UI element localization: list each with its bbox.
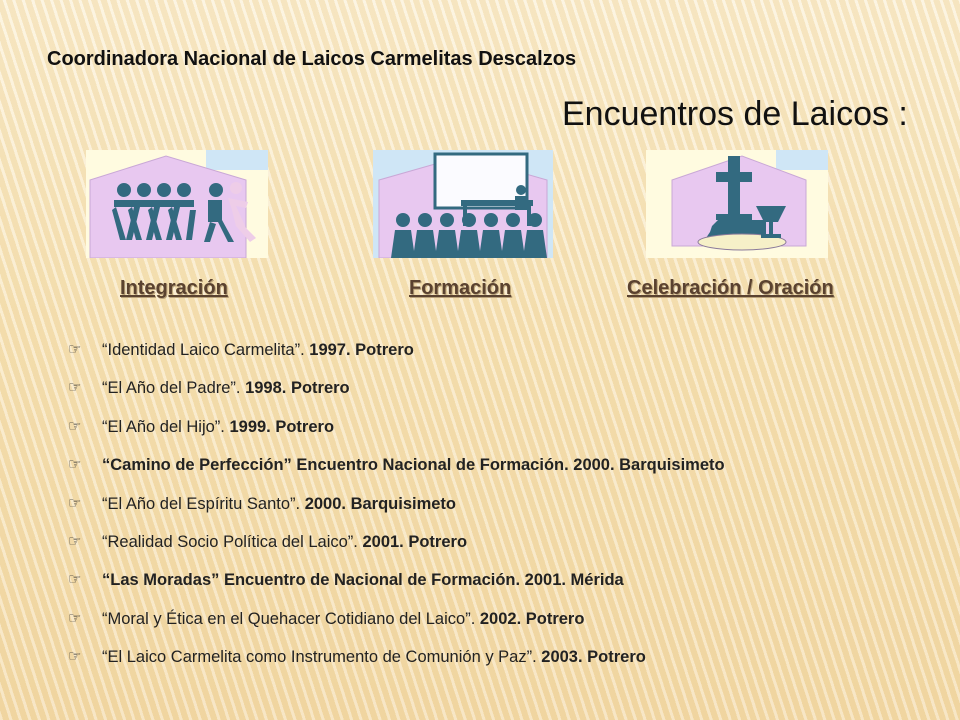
events-list — [68, 340, 725, 686]
list-item: ☞ “Realidad Socio Política del Laico”. 2001. Potrero — [68, 532, 468, 551]
pointing-hand-icon: ☞ — [68, 341, 82, 358]
pointing-hand-icon: ☞ — [68, 456, 82, 474]
list-item: ☞ “Identidad Laico Carmelita”. 1997. Potrero — [68, 341, 414, 359]
category-formacion: Formación — [409, 277, 512, 299]
pointing-hand-icon: ☞ — [68, 417, 82, 435]
people-group-icon — [86, 150, 268, 258]
pointing-hand-icon: ☞ — [68, 494, 82, 512]
list-item: ☞ “El Año del Hijo”. 1999. Potrero — [68, 417, 335, 436]
list-item: ☞ “Las Moradas” Encuentro de Nacional de Formación. 2001. Mérida — [68, 571, 624, 590]
category-celebracion: Celebración / Oración — [627, 277, 834, 299]
page-title: Encuentros de Laicos : — [562, 95, 908, 133]
organization-title: Coordinadora Nacional de Laicos Carmelitas Descalzos — [47, 48, 577, 70]
classroom-icon — [373, 150, 553, 258]
list-item: ☞ “El Año del Padre”. 1998. Potrero — [68, 379, 350, 398]
list-item: ☞ “Moral y Ética en el Quehacer Cotidiano del Laico”. 2002. Potrero — [68, 609, 585, 628]
pointing-hand-icon: ☞ — [68, 379, 82, 397]
altar-cross-icon — [646, 150, 828, 258]
pointing-hand-icon: ☞ — [68, 648, 82, 666]
list-item: ☞ “Camino de Perfección” Encuentro Nacional de Formación. 2000. Barquisimeto — [68, 456, 725, 475]
list-item: ☞ “El Laico Carmelita como Instrumento de Comunión y Paz”. 2003. Potrero — [68, 648, 646, 667]
category-integracion: Integración — [120, 277, 228, 299]
pointing-hand-icon: ☞ — [68, 609, 82, 627]
pointing-hand-icon: ☞ — [68, 571, 82, 589]
list-item: ☞ “El Año del Espíritu Santo”. 2000. Barquisimeto — [68, 494, 457, 513]
pointing-hand-icon: ☞ — [68, 532, 82, 550]
